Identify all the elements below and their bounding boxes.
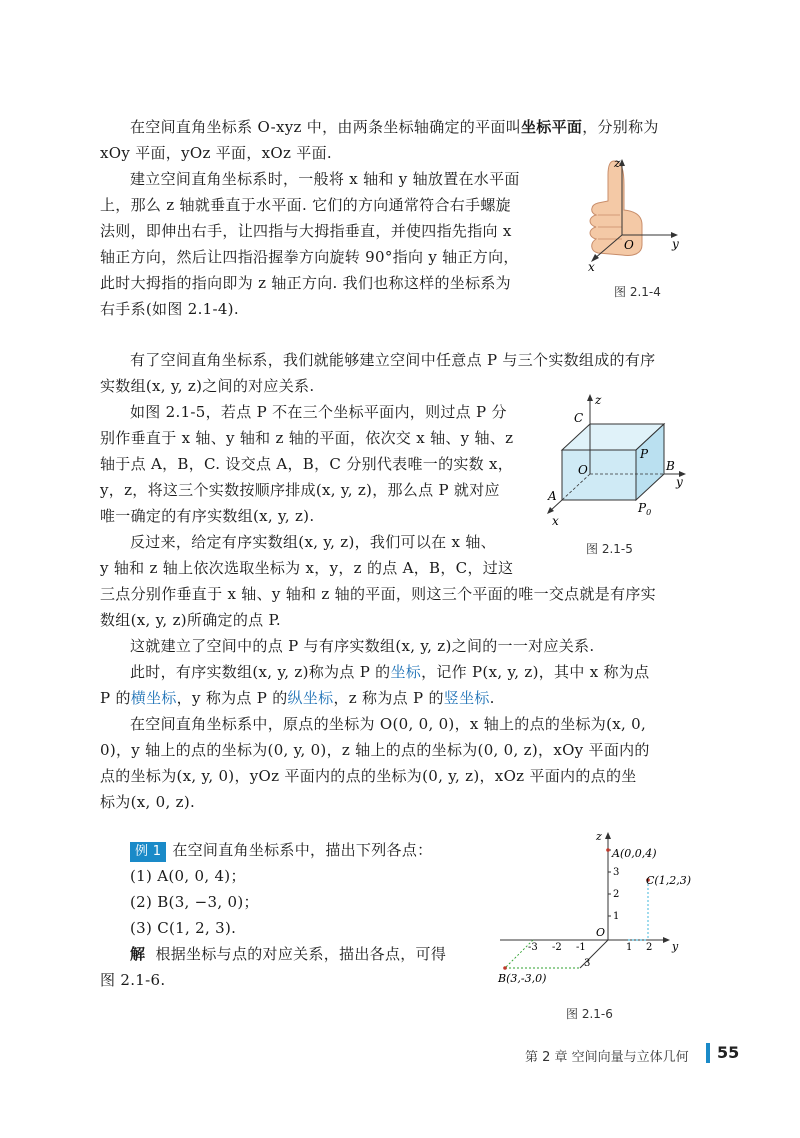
term-coordinate-plane: 坐标平面 xyxy=(521,118,583,136)
point-b-label: B xyxy=(666,459,675,473)
para7-text: ，记作 P(x, y, z)，其中 x 称为点 xyxy=(421,663,650,681)
para1-line2: xOy 平面，yOz 平面，xOz 平面. xyxy=(100,144,332,162)
figure-caption: 图 2.1-5 xyxy=(586,542,633,556)
origin-label: O xyxy=(624,238,634,252)
example-item: (1) A(0, 0, 4)； xyxy=(130,867,246,885)
para8-line: 0)，y 轴上的点的坐标为(0, y, 0)，z 轴上的点的坐标为(0, 0, z)，xOy 平面内的 xyxy=(100,741,650,759)
para5-line: 数组(x, y, z)所确定的点 P. xyxy=(100,611,281,629)
tick-y-2: -2 xyxy=(552,942,562,953)
hand-illustration xyxy=(590,161,642,256)
figure-plot-points xyxy=(490,828,720,1003)
para5-line: 三点分别作垂直于 x 轴、y 轴和 z 轴的平面，则这三个平面的唯一交点就是有序实 xyxy=(100,585,656,603)
point-a-label: A xyxy=(548,489,557,503)
para4-line: 轴于点 A，B，C. 设交点 A，B，C 分别代表唯一的实数 x， xyxy=(100,455,514,473)
para7-text: . xyxy=(489,689,495,707)
para4-line: y，z，将这三个实数按顺序排成(x, y, z)，那么点 P 就对应 xyxy=(100,481,500,499)
para8-line: 在空间直角坐标系中，原点的坐标为 O(0, 0, 0)，x 轴上的点的坐标为(x, 0, xyxy=(130,715,647,733)
tick-z2: 2 xyxy=(613,889,620,900)
para1-text-a: 在空间直角坐标系 O-xyz 中，由两条坐标轴确定的平面叫 xyxy=(130,118,521,136)
y-label: y xyxy=(672,237,679,251)
point-p0-label: $P_0$ xyxy=(638,501,652,517)
para2-line: 上，那么 z 轴就垂直于水平面. 它们的方向通常符合右手螺旋 xyxy=(100,196,511,214)
point-p-label: P xyxy=(640,447,649,461)
tick-y2: 2 xyxy=(646,942,653,953)
para5-line: 反过来，给定有序实数组(x, y, z)，我们可以在 x 轴、 xyxy=(130,533,496,551)
page-number: 55 xyxy=(717,1043,740,1062)
para6-line: 这就建立了空间中的点 P 与有序实数组(x, y, z)之间的一一对应关系. xyxy=(130,637,595,655)
para3-line: 实数组(x, y, z)之间的对应关系. xyxy=(100,377,315,395)
solution-line2: 图 2.1-6. xyxy=(100,971,166,989)
point-c-label: C xyxy=(574,411,584,425)
para7-line2 xyxy=(100,688,495,708)
solution-line1 xyxy=(130,944,446,964)
para7-text: ，z 称为点 P 的 xyxy=(333,689,444,707)
example-heading xyxy=(130,840,432,862)
footer-divider xyxy=(706,1043,710,1063)
z-label: z xyxy=(614,156,621,170)
para7-text: P 的 xyxy=(100,689,131,707)
example-prompt: 在空间直角坐标系中，描出下列各点： xyxy=(172,841,433,859)
para4-line: 别作垂直于 x 轴、y 轴和 z 轴的平面，依次交 x 轴、y 轴、z xyxy=(100,429,514,447)
example-item: (2) B(3, −3, 0)； xyxy=(130,893,259,911)
figure-caption: 图 2.1-6 xyxy=(566,1007,613,1021)
example-label: 例 xyxy=(135,844,149,859)
example-badge xyxy=(130,842,166,862)
point-b-label: B(3,-3,0) xyxy=(498,972,547,985)
tick-x3: 3 xyxy=(584,958,591,969)
example-item: (3) C(1, 2, 3). xyxy=(130,919,237,937)
tick-y1: 1 xyxy=(626,942,633,953)
figure-caption: 图 2.1-4 xyxy=(614,285,661,299)
box-front-face xyxy=(562,450,636,500)
para2-line: 右手系(如图 2.1-4). xyxy=(100,300,239,318)
tick-z1: 1 xyxy=(613,911,620,922)
chapter-footer: 第 2 章 空间向量与立体几何 xyxy=(525,1050,689,1065)
solution-text: 根据坐标与点的对应关系，描出各点，可得 xyxy=(155,945,447,963)
y-label: y xyxy=(672,940,679,953)
point-b xyxy=(503,966,507,970)
figure-box-coordinates xyxy=(540,392,690,527)
x-label: x xyxy=(588,260,595,274)
x-label: x xyxy=(552,514,559,527)
para2-line: 轴正方向，然后让四指沿握拳方向旋转 90°指向 y 轴正方向， xyxy=(100,248,519,266)
example-number: 1 xyxy=(152,844,162,859)
origin-label: O xyxy=(596,926,606,939)
z-label: z xyxy=(595,393,602,407)
para2-line: 法则，即伸出右手，让四指与大拇指垂直，并使四指先指向 x xyxy=(100,222,512,240)
para2-line: 建立空间直角坐标系时，一般将 x 轴和 y 轴放置在水平面 xyxy=(130,170,520,188)
tick-z3: 3 xyxy=(613,867,620,878)
point-a xyxy=(606,848,610,852)
z-label: z xyxy=(596,830,602,843)
para4-line: 唯一确定的有序实数组(x, y, z). xyxy=(100,507,315,525)
point-c-label: C(1,2,3) xyxy=(646,874,691,887)
solution-label: 解 xyxy=(130,945,146,963)
term-ordinate: 纵坐标 xyxy=(287,689,334,707)
tick-y-3: -3 xyxy=(528,942,538,953)
para7-line1 xyxy=(130,662,649,682)
para1-text-b: ，分别称为 xyxy=(582,118,659,136)
figure-right-hand-rule xyxy=(578,155,693,275)
para8-line: 点的坐标为(x, y, 0)，yOz 平面内的点的坐标为(0, y, z)，xOz 平面内的点的坐 xyxy=(100,767,637,785)
para5-line: y 轴和 z 轴上依次选取坐标为 x，y，z 的点 A，B，C，过这 xyxy=(100,559,514,577)
tick-y-1: -1 xyxy=(576,942,586,953)
para8-line: 标为(x, 0, z). xyxy=(100,793,196,811)
para1-line1 xyxy=(130,117,659,137)
y-label: y xyxy=(676,475,683,489)
term-vertical-coordinate: 竖坐标 xyxy=(443,689,490,707)
para4-line: 如图 2.1-5，若点 P 不在三个坐标平面内，则过点 P 分 xyxy=(130,403,507,421)
para7-text: ，y 称为点 P 的 xyxy=(176,689,288,707)
origin-label: O xyxy=(578,463,588,477)
para2-line: 此时大拇指的指向即为 z 轴正方向. 我们也称这样的坐标系为 xyxy=(100,274,511,292)
para7-text: 此时，有序实数组(x, y, z)称为点 P 的 xyxy=(130,663,391,681)
term-abscissa: 横坐标 xyxy=(130,689,177,707)
point-a-label: A(0,0,4) xyxy=(612,847,657,860)
term-coordinate: 坐标 xyxy=(390,663,422,681)
para3-line: 有了空间直角坐标系，我们就能够建立空间中任意点 P 与三个实数组成的有序 xyxy=(130,351,656,369)
